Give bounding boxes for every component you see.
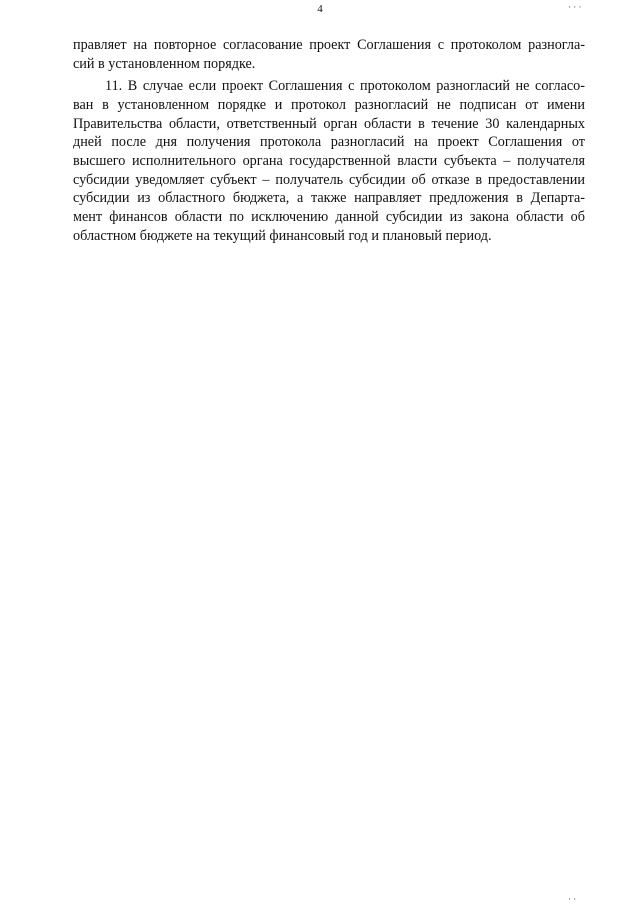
text-line-2: сий в установленном порядке. xyxy=(73,56,256,72)
page-number: 4 xyxy=(317,3,323,15)
paragraph-11-line-7: субсидии из областного бюджета, а также направляет предложения в Департа- xyxy=(73,190,585,206)
paragraph-11-line-8: мент финансов области по исключению данной субсидии из закона области об xyxy=(73,209,585,225)
paragraph-11-line-5: высшего исполнительного органа государственной власти субъекта – получателя xyxy=(73,153,585,169)
scan-mark-top-right: · · · xyxy=(568,2,582,12)
paragraph-11-line-1: 11. В случае если проект Соглашения с протоколом разногласий не согласо- xyxy=(105,78,585,94)
paragraph-11-line-6: субсидии уведомляет субъект – получатель субсидии об отказе в предоставлении xyxy=(73,172,585,188)
paragraph-11-line-4: дней после дня получения протокола разногласий на проект Соглашения от xyxy=(73,134,585,150)
paragraph-11-line-3: Правительства области, ответственный орган области в течение 30 календарных xyxy=(73,116,585,132)
paragraph-11-line-9: областном бюджете на текущий финансовый год и плановый период. xyxy=(73,228,492,244)
text-line-1: правляет на повторное согласование проект Соглашения с протоколом разногла- xyxy=(73,37,585,53)
paragraph-11-line-2: ван в установленном порядке и протокол разногласий не подписан от имени xyxy=(73,97,585,113)
scan-mark-bottom-right: · · xyxy=(568,894,577,904)
